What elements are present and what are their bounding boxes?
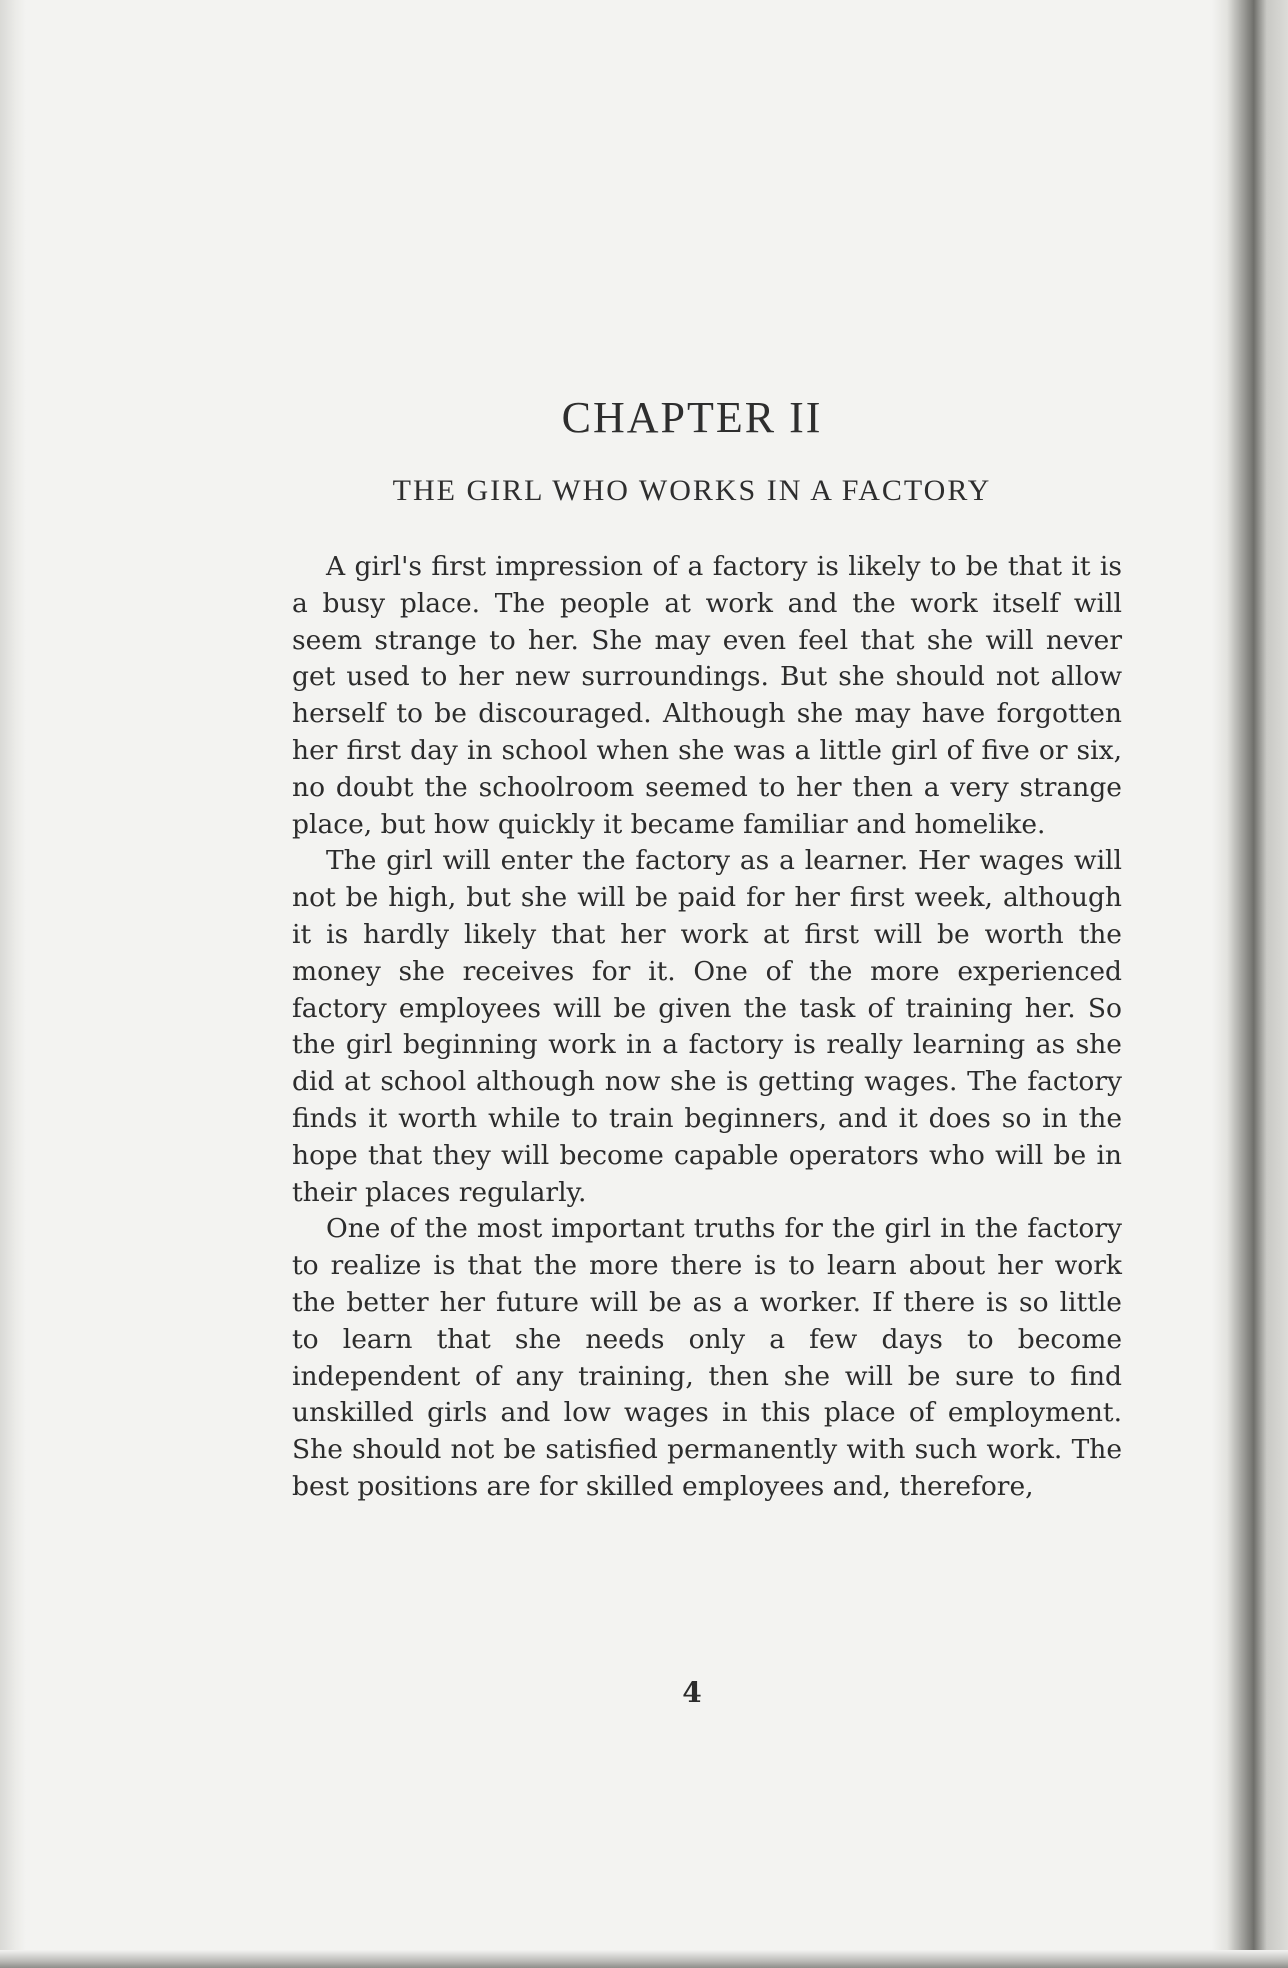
chapter-heading: CHAPTER II (561, 393, 823, 442)
paragraph-3: One of the most important truths for the girl in the factory to realize is that the more there is to learn about her work the better her future will be as a worker. If there is so little to learn that she needs only a few days to become independent of any training, then she will be sure to find unskilled girls and low wages in this place of employment. She should not be satisfied permanently with such work. The best positions are for skilled employees and, therefore, (292, 1213, 1122, 1502)
body-text (292, 549, 1122, 1506)
page-number: 4 (682, 1676, 702, 1709)
paragraph-2: The girl will enter the factory as a learner. Her wages will not be high, but she will be paid for her first week, although it is hardly likely that her work at first will be worth the money she receives for it. One of the more experienced factory employees will be given the task of training her. So the girl beginning work in a factory is really learning as she did at school although now she is getting wages. The factory finds it worth while to train beginners, and it does so in the hope that they will become capable operators who will be in their places regularly. (292, 845, 1122, 1208)
chapter-title: THE GIRL WHO WORKS IN A FACTORY (392, 474, 992, 507)
page-edge-shadow (1212, 0, 1288, 1968)
bottom-edge-shadow (0, 1950, 1288, 1968)
paragraph-1: A girl's first impression of a factory is likely to be that it is a busy place. The people at work and the work itself will seem strange to her. She may even feel that she will never get used to her new surroundings. But she should not allow herself to be discouraged. Although she may have forgotten her first day in school when she was a little girl of five or six, no doubt the schoolroom seemed to her then a very strange place, but how quickly it became familiar and homelike. (292, 551, 1122, 840)
